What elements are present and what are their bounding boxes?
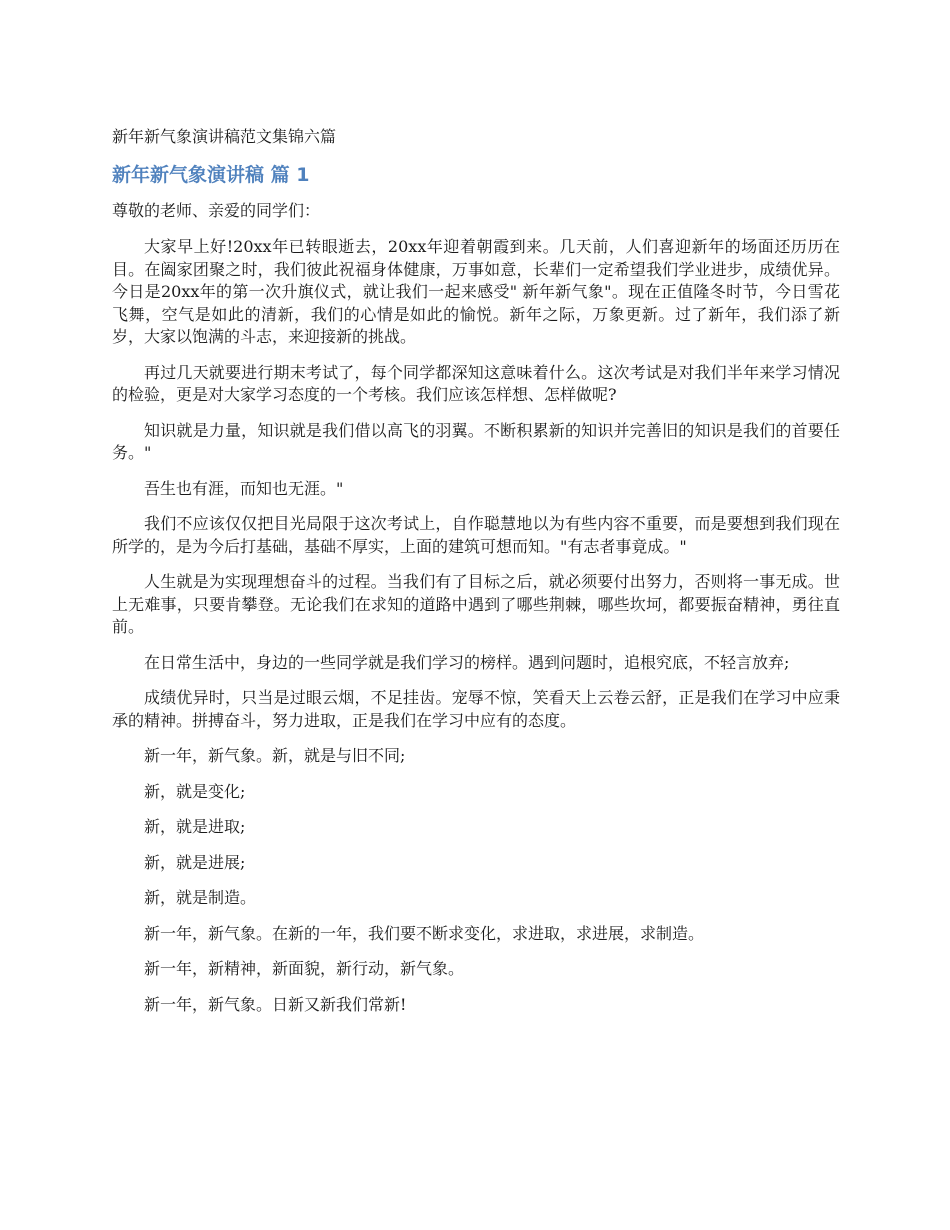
paragraph-5: 我们不应该仅仅把目光局限于这次考试上，自作聪慧地以为有些内容不重要，而是要想到我们现在所学的，是为今后打基础，基础不厚实，上面的建筑可想而知。"有志者事竟成。" — [112, 514, 840, 556]
section-heading: 新年新气象演讲稿 篇 1 — [112, 164, 310, 186]
paragraph-2: 再过几天就要进行期末考试了，每个同学都深知这意味着什么。这次考试是对我们半年来学习情况的检验，更是对大家学习态度的一个考核。我们应该怎样想、怎样做呢? — [112, 362, 840, 404]
paragraph-3: 知识就是力量，知识就是我们借以高飞的羽翼。不断积累新的知识并完善旧的知识是我们的首要任务。" — [112, 420, 840, 462]
document-title: 新年新气象演讲稿范文集锦六篇 — [112, 127, 337, 146]
paragraph-6: 人生就是为实现理想奋斗的过程。当我们有了目标之后，就必须要付出努力，否则将一事无成。世上无难事，只要肯攀登。无论我们在求知的道路中遇到了哪些荆棘，哪些坎坷，都要振奋精神，勇往直前。 — [112, 572, 840, 636]
paragraph-15: 新一年，新精神，新面貌，新行动，新气象。 — [144, 959, 465, 978]
salutation: 尊敬的老师、亲爱的同学们： — [112, 201, 321, 220]
paragraph-1: 大家早上好!20xx年已转眼逝去，20xx年迎着朝霞到来。几天前，人们喜迎新年的场面还历历在目。在阖家团聚之时，我们彼此祝福身体健康，万事如意，长辈们一定希望我们学业进步，成绩优异。今日是20xx年的第一次升旗仪式，就让我们一起来感受" 新年新气象"。现在正值隆冬时节，今日雪花飞舞，空气是如此的清新，我们的心情是如此的愉悦。新年之际，万象更新。过了新年，我们添了新岁，大家以饱满的斗志，来迎接新的挑战。 — [112, 237, 840, 346]
paragraph-14: 新一年，新气象。在新的一年，我们要不断求变化，求进取，求进展，求制造。 — [144, 923, 705, 943]
paragraph-9: 新一年，新气象。新，就是与旧不同; — [144, 746, 406, 765]
paragraph-10: 新，就是变化; — [144, 781, 246, 801]
paragraph-12: 新，就是进展; — [144, 852, 246, 872]
paragraph-16: 新一年，新气象。日新又新我们常新! — [144, 994, 407, 1014]
paragraph-7: 在日常生活中，身边的一些同学就是我们学习的榜样。遇到问题时，追根究底，不轻言放弃; — [144, 652, 790, 672]
paragraph-11: 新，就是进取; — [144, 817, 246, 836]
paragraph-13: 新，就是制造。 — [144, 888, 257, 907]
paragraph-4: 吾生也有涯，而知也无涯。" — [144, 478, 344, 498]
document-page — [112, 126, 840, 1029]
paragraph-8: 成绩优异时，只当是过眼云烟，不足挂齿。宠辱不惊，笑看天上云卷云舒，正是我们在学习中应秉承的精神。拼搏奋斗，努力进取，正是我们在学习中应有的态度。 — [112, 688, 840, 730]
